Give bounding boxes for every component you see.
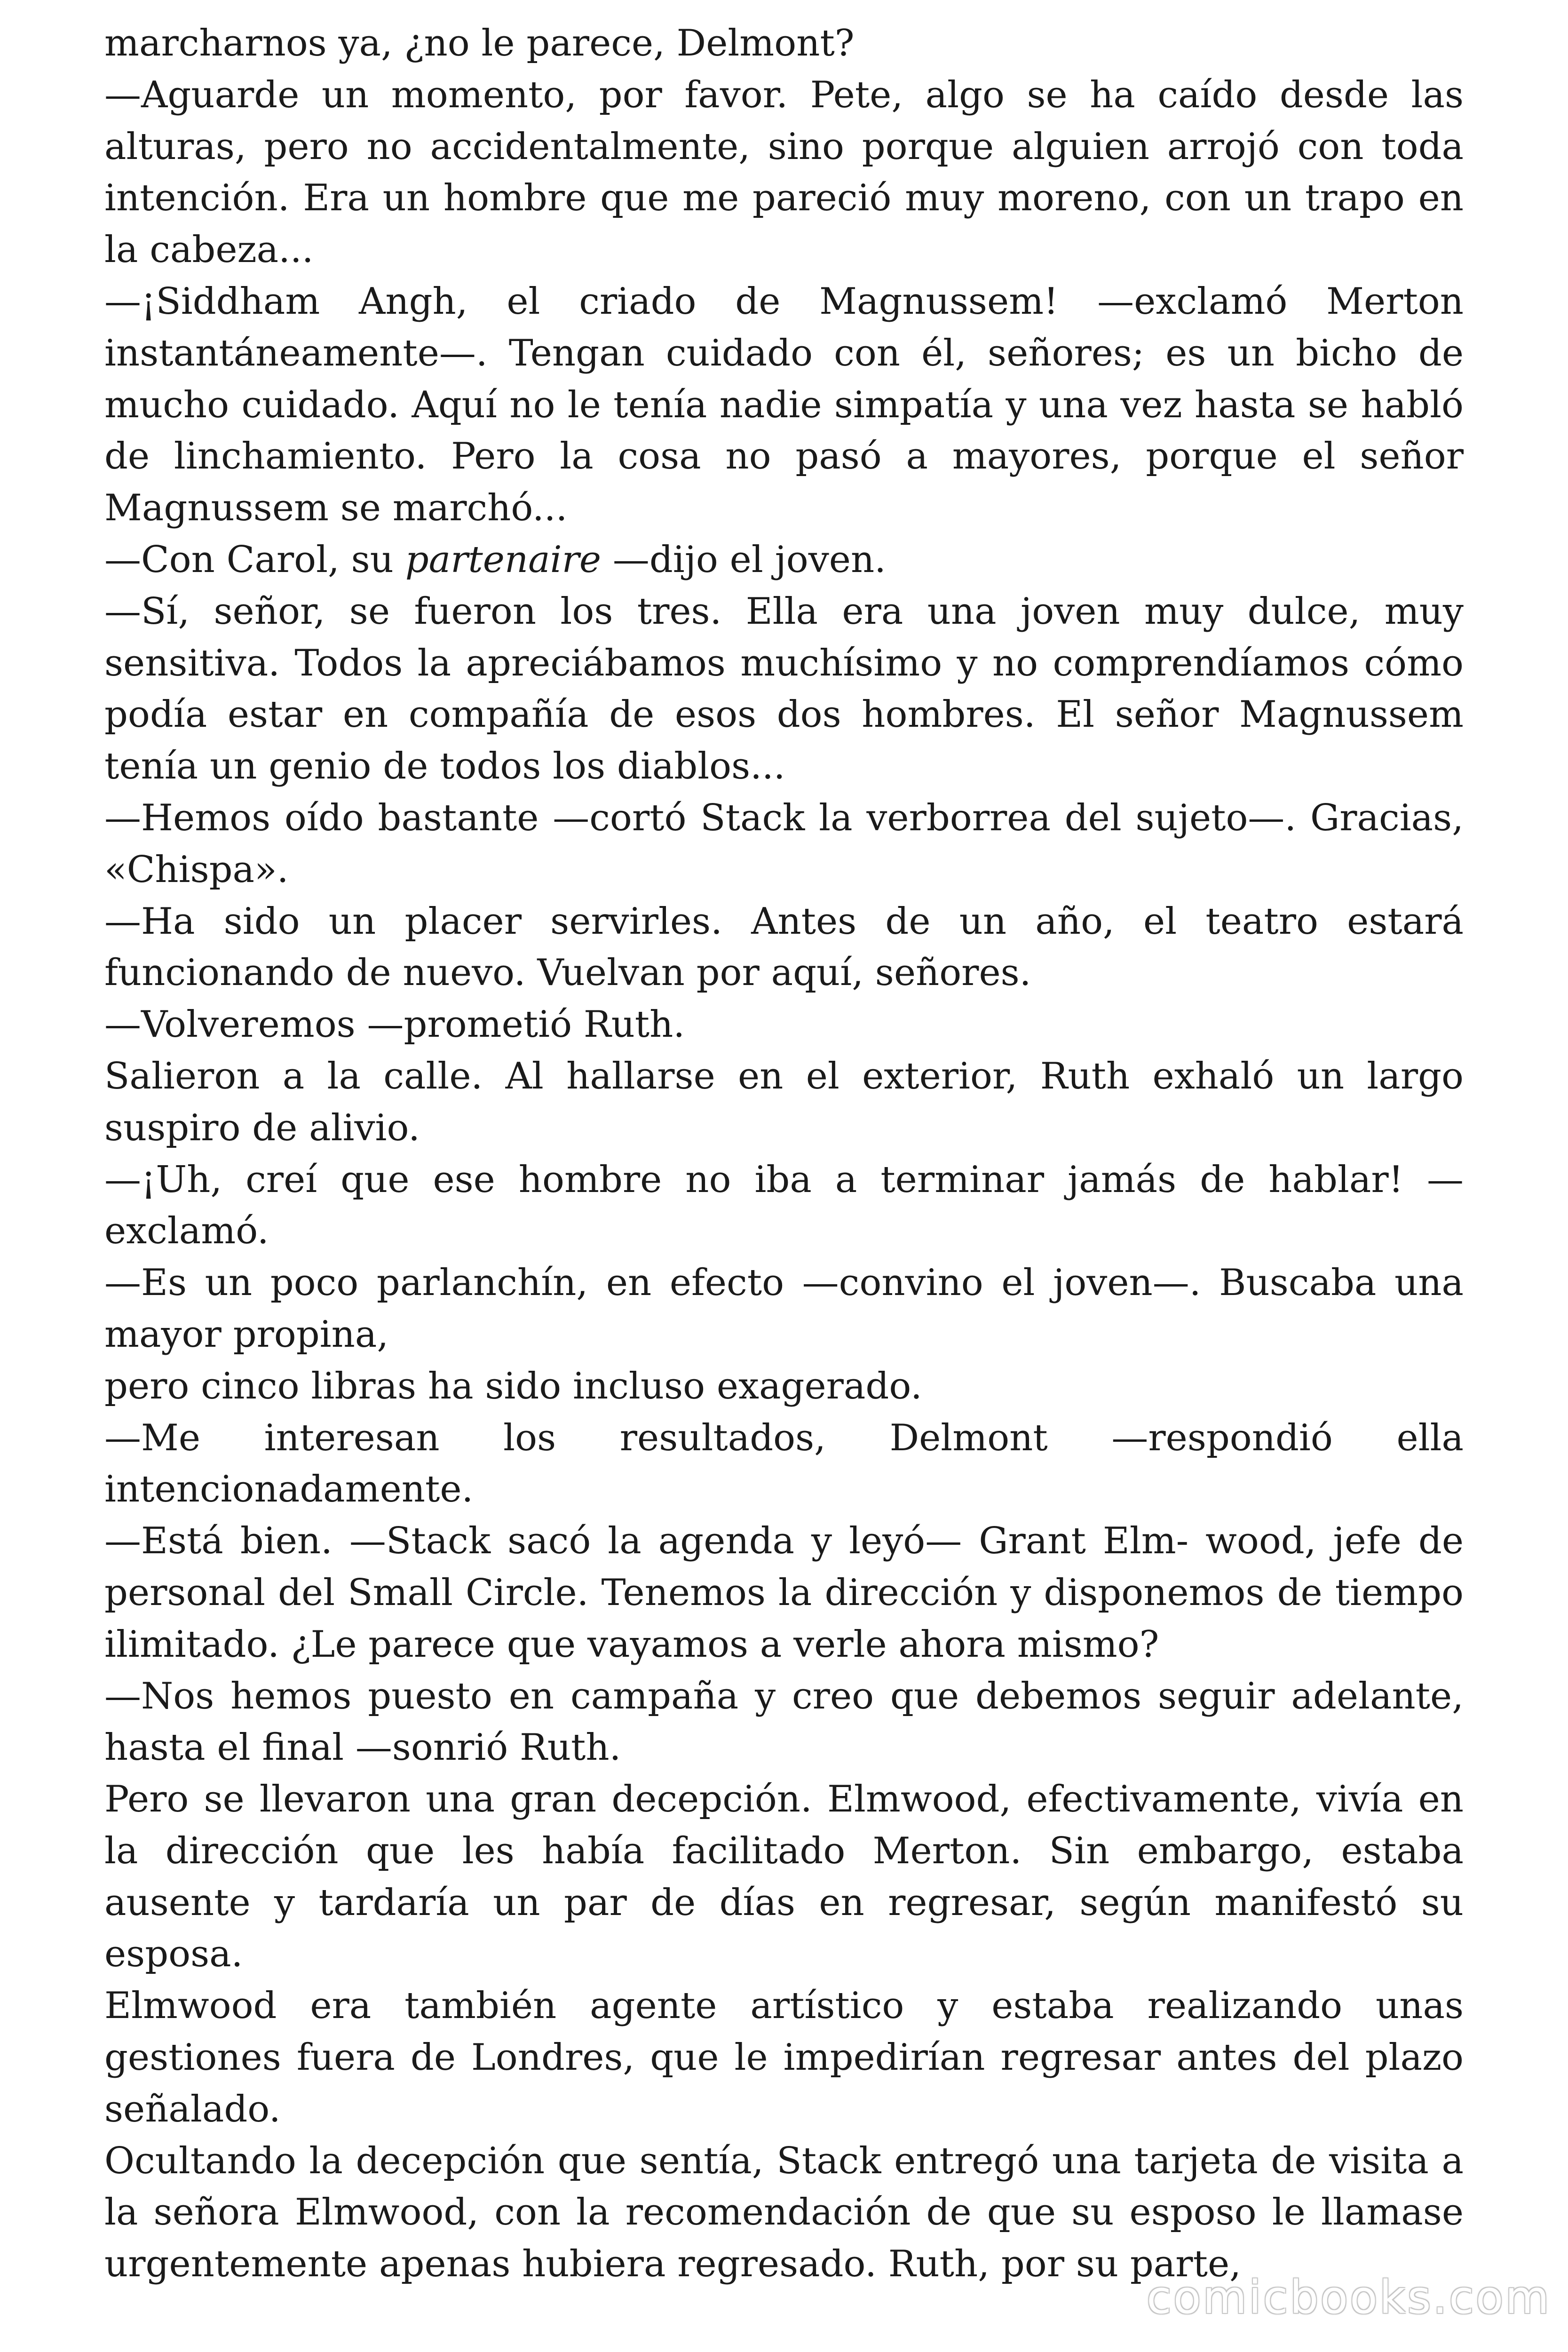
paragraph: —Ha sido un placer servirles. Antes de un año, el teatro estará funcionando de nuevo. Vuelvan por aquí, señores.	[104, 900, 1464, 994]
paragraph: —Nos hemos puesto en campaña y creo que debemos seguir adelante, hasta el final —sonrió Ruth.	[104, 1675, 1464, 1769]
paragraph: —Aguarde un momento, por favor. Pete, algo se ha caído desde las alturas, pero no accidentalmente, sino porque alguien arrojó con toda intención. Era un hombre que me pareció muy moreno, con un trapo en la cabeza...	[104, 73, 1464, 271]
paragraph: —¡Siddham Angh, el criado de Magnussem! —exclamó Merton instantáneamente—. Tengan cuidado con él, señores; es un bicho de mucho cuidado. Aquí no le tenía nadie simpatía y una vez hasta se habló de linchamiento. Pero la cosa no pasó a mayores, porque el señor Magnussem se marchó...	[104, 280, 1464, 530]
paragraph-text: —Con Carol, su	[104, 538, 405, 581]
italic-word: partenaire	[405, 538, 602, 581]
paragraph: Pero se llevaron una gran decepción. Elmwood, efectivamente, vivía en la dirección que les había facilitado Merton. Sin embargo, estaba ausente y tardaría un par de días en regresar, según manifestó su esposa.	[104, 1778, 1464, 1976]
paragraph: Salieron a la calle. Al hallarse en el exterior, Ruth exhaló un largo suspiro de alivio.	[104, 1055, 1464, 1149]
watermark: comicbooks.com	[1146, 2271, 1551, 2324]
body-text	[104, 18, 1464, 2290]
paragraph: —Sí, señor, se fueron los tres. Ella era una joven muy dulce, muy sensitiva. Todos la apreciábamos muchísimo y no comprendíamos cómo podía estar en compañía de esos dos hombres. El señor Magnussem tenía un genio de todos los diablos...	[104, 590, 1464, 788]
paragraph: Ocultando la decepción que sentía, Stack entregó una tarjeta de visita a la señora Elmwood, con la recomendación de que su esposo le llamase urgentemente apenas hubiera regresado. Ruth, por su parte,	[104, 2139, 1464, 2286]
paragraph: marcharnos ya, ¿no le parece, Delmont?	[104, 22, 855, 64]
paragraph	[104, 534, 1464, 586]
paragraph: —Volveremos —prometió Ruth.	[104, 1003, 685, 1046]
paragraph-text: —dijo el joven.	[601, 538, 886, 581]
paragraph: —Hemos oído bastante —cortó Stack la verborrea del sujeto—. Gracias, «Chispa».	[104, 796, 1464, 891]
paragraph: —Está bien. —Stack sacó la agenda y leyó— Grant Elm- wood, jefe de personal del Small Circle. Tenemos la dirección y disponemos de tiempo ilimitado. ¿Le parece que vayamos a verle ahora mismo?	[104, 1520, 1464, 1666]
paragraph: —Me interesan los resultados, Delmont —respondió ella intencionadamente.	[104, 1416, 1464, 1511]
paragraph: pero cinco libras ha sido incluso exagerado.	[104, 1365, 922, 1407]
paragraph: —¡Uh, creí que ese hombre no iba a terminar jamás de hablar! —exclamó.	[104, 1158, 1464, 1253]
paragraph: —Es un poco parlanchín, en efecto —convino el joven—. Buscaba una mayor propina,	[104, 1262, 1464, 1356]
paragraph: Elmwood era también agente artístico y estaba realizando unas gestiones fuera de Londres, que le impedirían regresar antes del plazo señalado.	[104, 1985, 1464, 2130]
